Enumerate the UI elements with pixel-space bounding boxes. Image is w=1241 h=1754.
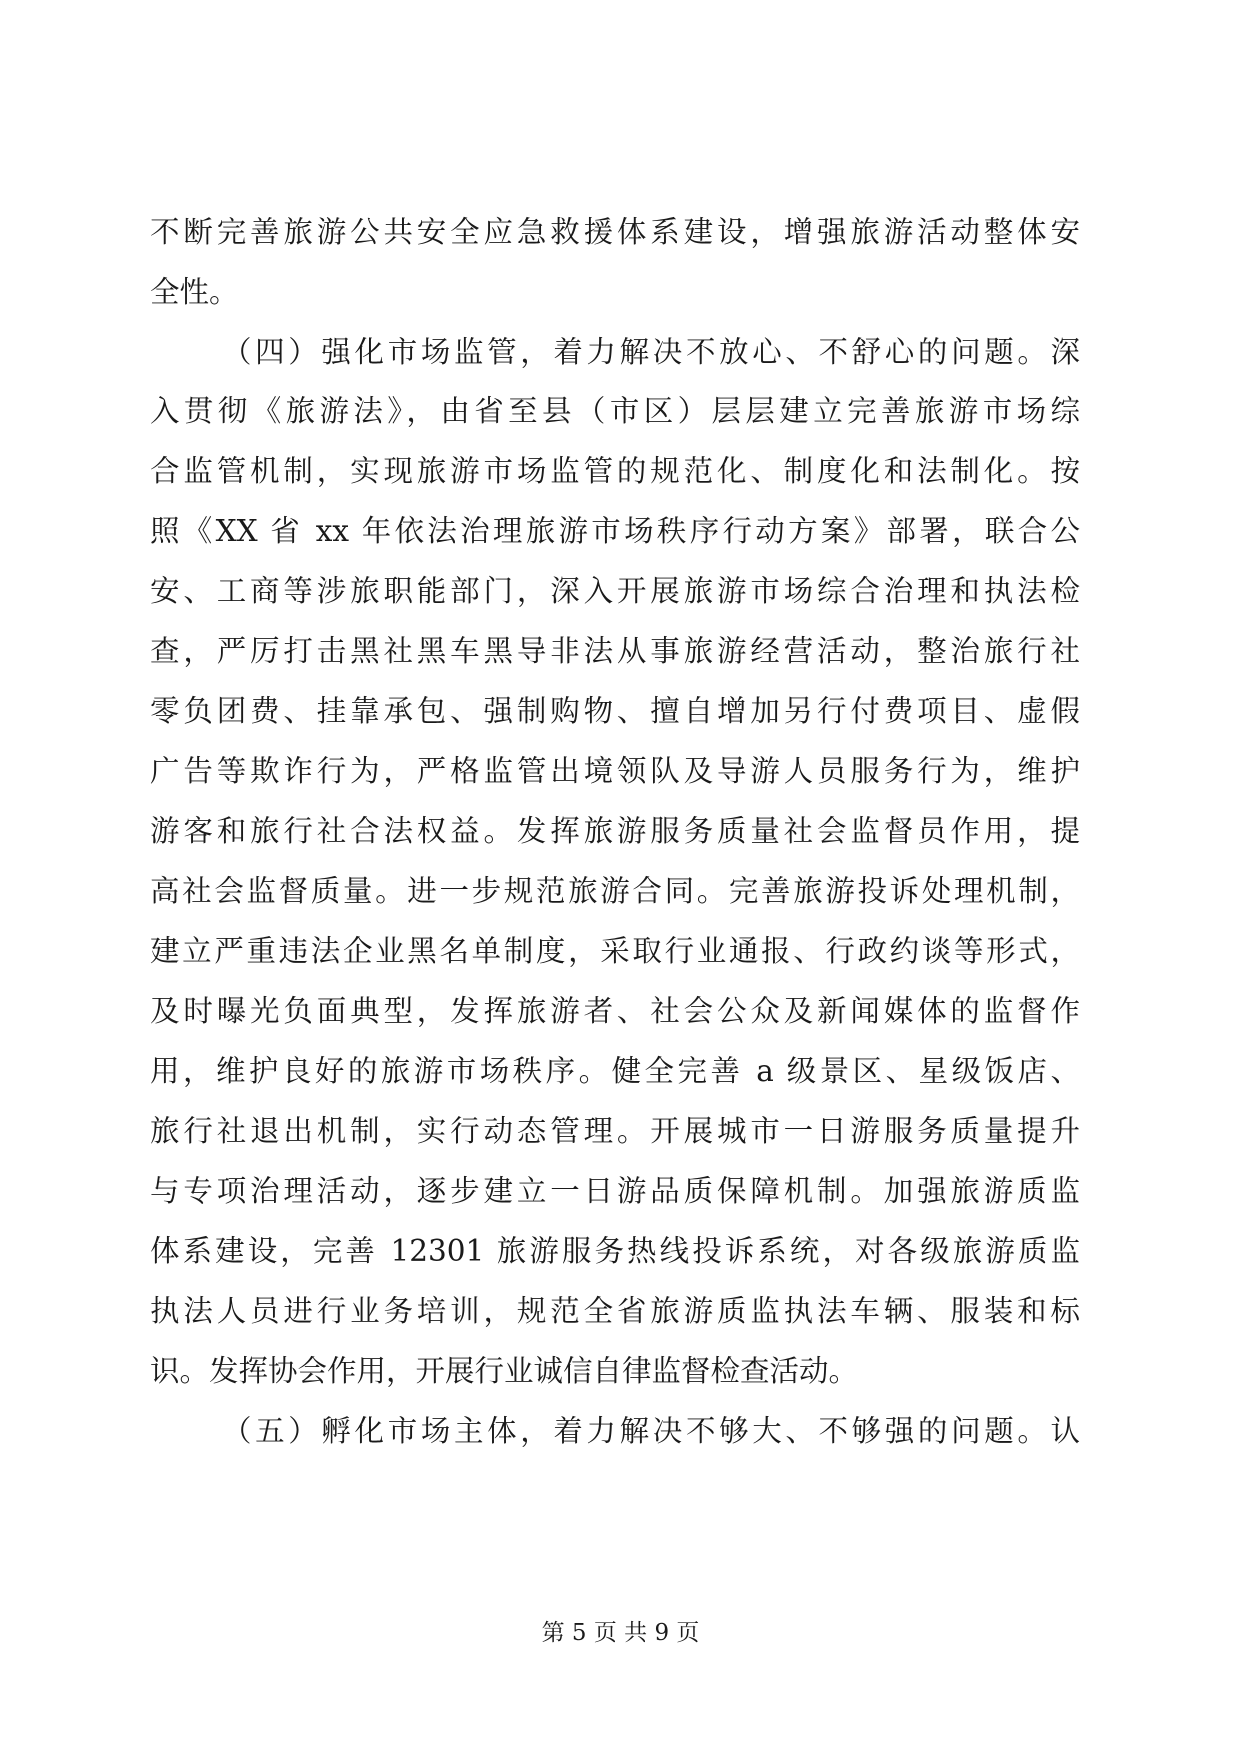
line-text: 全性。 (150, 275, 239, 309)
text-line (0, 560, 1241, 622)
line-text: 识。发挥协会作用，开展行业诚信自律监督检查活动。 (150, 1354, 859, 1388)
text-line (0, 1220, 1241, 1282)
line-text: 入贯彻《旅游法》，由省至县（市区）层层建立完善旅游市场综 (150, 394, 1080, 428)
line-text: 执法人员进行业务培训，规范全省旅游质监执法车辆、服装和标 (150, 1294, 1080, 1328)
line-text: 照《XX 省 xx 年依法治理旅游市场秩序行动方案》部署，联合公 (150, 514, 1080, 548)
line-text: 建立严重违法企业黑名单制度，采取行业通报、行政约谈等形式， (150, 934, 1080, 968)
text-line (0, 500, 1241, 562)
line-text: 体系建设，完善 12301 旅游服务热线投诉系统，对各级旅游质监 (150, 1234, 1080, 1268)
line-text: 不断完善旅游公共安全应急救援体系建设，增强旅游活动整体安 (150, 215, 1080, 249)
line-text: 与专项治理活动，逐步建立一日游品质保障机制。加强旅游质监 (150, 1174, 1080, 1208)
text-line (0, 620, 1241, 682)
line-text: 高社会监督质量。进一步规范旅游合同。完善旅游投诉处理机制， (150, 874, 1080, 908)
text-line (0, 680, 1241, 742)
text-line (0, 1340, 1241, 1402)
text-line (0, 1160, 1241, 1222)
line-text: 用，维护良好的旅游市场秩序。健全完善 a 级景区、星级饭店、 (150, 1054, 1080, 1088)
line-text: 广告等欺诈行为，严格监管出境领队及导游人员服务行为，维护 (150, 754, 1080, 788)
line-text: 安、工商等涉旅职能部门，深入开展旅游市场综合治理和执法检 (150, 574, 1080, 608)
line-text: 游客和旅行社合法权益。发挥旅游服务质量社会监督员作用，提 (150, 814, 1080, 848)
text-line (0, 740, 1241, 802)
text-line (0, 800, 1241, 862)
line-text: （五）孵化市场主体，着力解决不够大、不够强的问题。认 (222, 1414, 1080, 1448)
line-text: 旅行社退出机制，实行动态管理。开展城市一日游服务质量提升 (150, 1114, 1080, 1148)
text-line (0, 261, 1241, 323)
line-text: 合监管机制，实现旅游市场监管的规范化、制度化和法制化。按 (150, 454, 1080, 488)
text-line (0, 980, 1241, 1042)
page-number-footer: 第 5 页 共 9 页 (541, 1620, 700, 1646)
text-line (0, 1040, 1241, 1102)
text-line (0, 1400, 1241, 1462)
text-line (0, 321, 1241, 383)
line-text: 零负团费、挂靠承包、强制购物、擅自增加另行付费项目、虚假 (150, 694, 1080, 728)
line-text: 查，严厉打击黑社黑车黑导非法从事旅游经营活动，整治旅行社 (150, 634, 1080, 668)
line-text: （四）强化市场监管，着力解决不放心、不舒心的问题。深 (222, 335, 1080, 369)
line-text: 及时曝光负面典型，发挥旅游者、社会公众及新闻媒体的监督作 (150, 994, 1080, 1028)
text-line (0, 380, 1241, 442)
text-line (0, 920, 1241, 982)
text-line (0, 201, 1241, 263)
text-line (0, 1100, 1241, 1162)
text-line (0, 440, 1241, 502)
text-line (0, 1280, 1241, 1342)
text-line (0, 860, 1241, 922)
